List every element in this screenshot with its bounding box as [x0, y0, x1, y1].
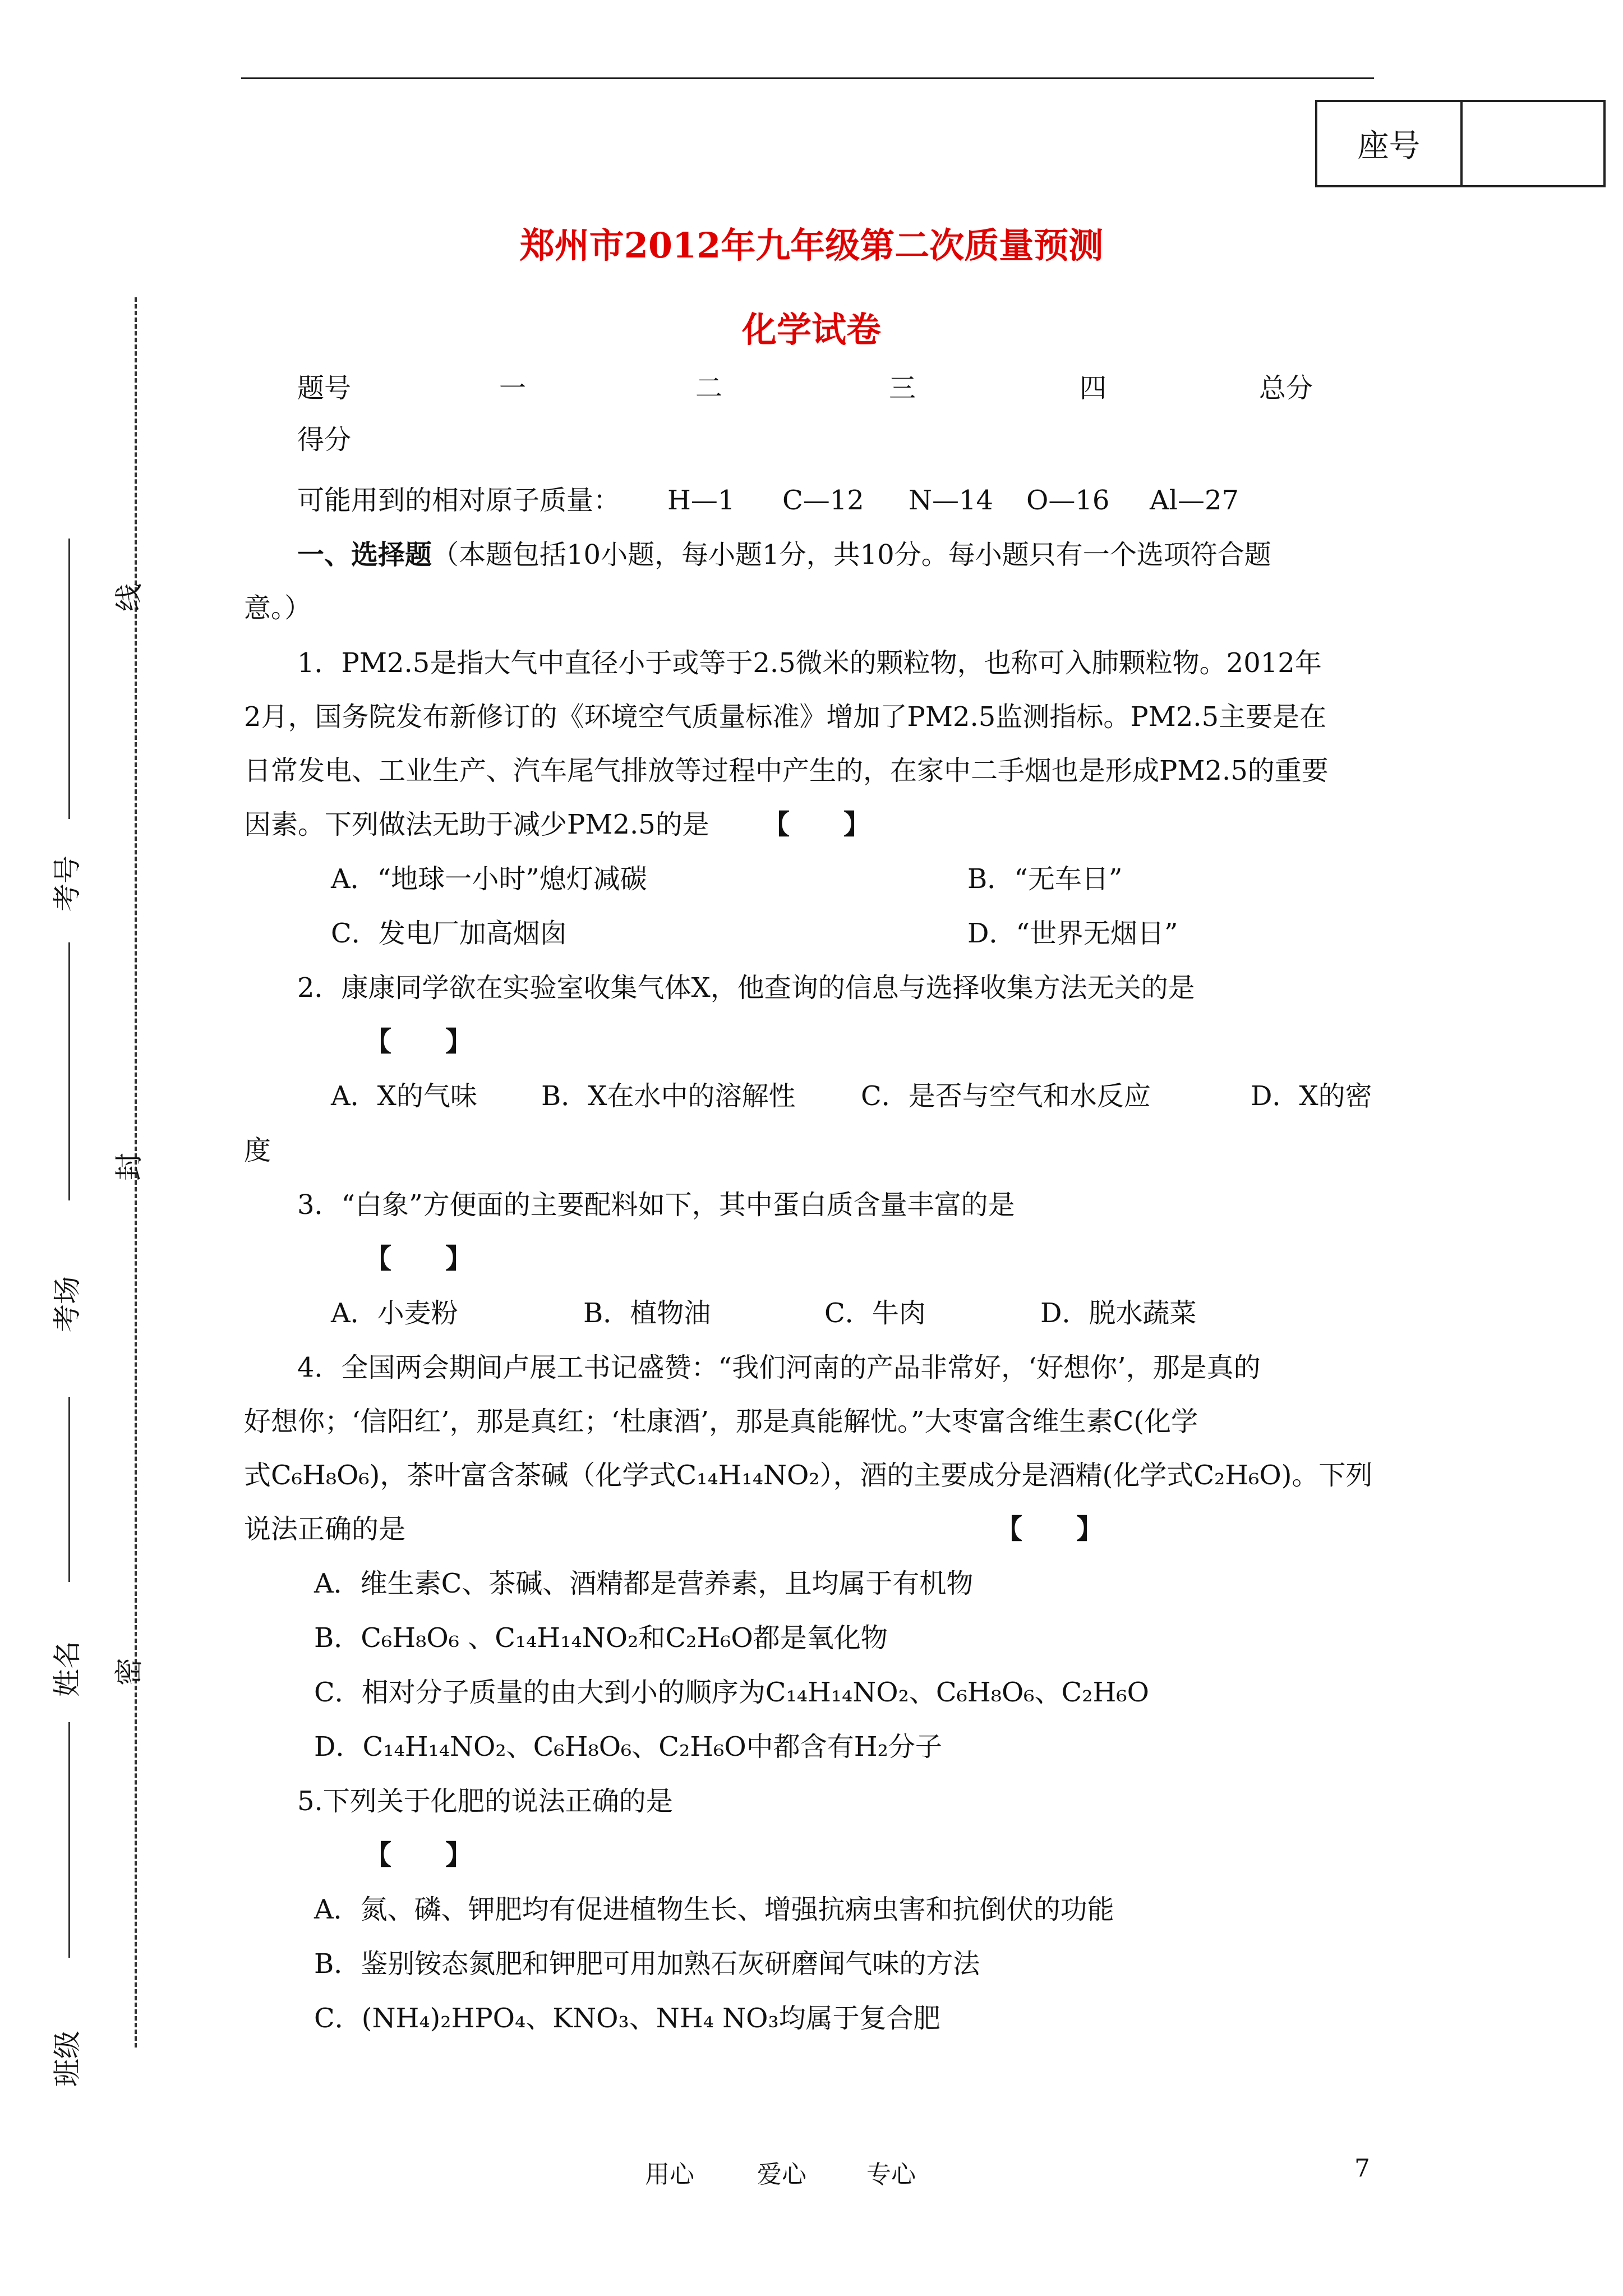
- header-rule: [241, 77, 1374, 79]
- field-underline: [68, 1722, 70, 1958]
- footer-motto: 用心: [645, 2160, 694, 2189]
- question-text: 2．康康同学欲在实验室收集气体X，他查询的信息与选择收集方法无关的是: [297, 972, 1195, 1004]
- section-title: 一、选择题: [297, 539, 432, 570]
- answer-bracket: 【 】: [365, 1839, 473, 1871]
- option-a: A．小麦粉: [331, 1297, 458, 1329]
- section-heading: [297, 541, 1271, 568]
- question-text: 2月，国务院发布新修订的《环境空气质量标准》增加了PM2.5监测指标。PM2.5主要是在: [244, 701, 1327, 733]
- field-class: 班级: [51, 2031, 84, 2087]
- atomic-mass-item: Al—27: [1150, 485, 1239, 516]
- option-a: A．“地球一小时”熄灯减碳: [331, 863, 647, 895]
- score-table-col: 一: [499, 372, 527, 404]
- question-text: 5.下列关于化肥的说法正确的是: [297, 1786, 673, 1817]
- exam-title: 郑州市2012年九年级第二次质量预测: [519, 225, 1104, 266]
- answer-bracket: 【 】: [365, 1243, 473, 1274]
- option-b: B．“无车日”: [967, 863, 1123, 895]
- option-a: A．氮、磷、钾肥均有促进植物生长、增强抗病虫害和抗倒伏的功能: [314, 1894, 1114, 1925]
- option-b: B．鉴别铵态氮肥和钾肥可用加熟石灰研磨闻气味的方法: [314, 1948, 980, 1980]
- question-text: 好想你；‘信阳红’，那是真红；‘杜康酒’，那是真能解忧。”大枣富含维生素C(化学: [244, 1406, 1198, 1437]
- option-b: B．X在水中的溶解性: [541, 1080, 796, 1112]
- option-c: C．相对分子质量的由大到小的顺序为C₁₄H₁₄NO₂、C₆H₈O₆、C₂H₆O: [314, 1677, 1149, 1708]
- seat-number-box: [1315, 100, 1606, 187]
- field-exam-room: 考场: [51, 1276, 84, 1332]
- option-c: C．是否与空气和水反应: [861, 1080, 1151, 1112]
- score-table-score-label: 得分: [297, 424, 352, 455]
- question-text: 式C₆H₈O₆)，茶叶富含茶碱（化学式C₁₄H₁₄NO₂），酒的主要成分是酒精(化学式C₂H₆O)。下列: [244, 1460, 1373, 1491]
- question-text: 因素。下列做法无助于减少PM2.5的是: [244, 809, 709, 840]
- atomic-mass-item: H—1: [667, 485, 735, 516]
- option-c: C．牛肉: [824, 1297, 926, 1329]
- score-table-col: 四: [1080, 372, 1107, 404]
- option-b: B．植物油: [583, 1297, 711, 1329]
- answer-bracket: 【 】: [365, 1026, 473, 1057]
- seat-number-label: 座号: [1317, 102, 1463, 185]
- question-text: 3．“白象”方便面的主要配料如下，其中蛋白质含量丰富的是: [297, 1189, 1015, 1221]
- answer-bracket: 【 】: [995, 1513, 1104, 1545]
- score-table-col: 二: [695, 372, 723, 404]
- option-a: A．维生素C、茶碱、酒精都是营养素，且均属于有机物: [314, 1568, 974, 1599]
- field-exam-number: 考号: [51, 855, 84, 912]
- option-d: D．脱水蔬菜: [1040, 1297, 1197, 1329]
- field-underline: [68, 539, 70, 819]
- option-d: D．X的密: [1251, 1080, 1372, 1112]
- question-text: 4．全国两会期间卢展工书记盛赞：“我们河南的产品非常好，‘好想你’，那是真的: [297, 1352, 1261, 1383]
- option-d: D．C₁₄H₁₄NO₂、C₆H₈O₆、C₂H₆O中都含有H₂分子: [314, 1731, 942, 1763]
- question-text: 说法正确的是: [244, 1513, 406, 1545]
- option-a: A．X的气味: [331, 1080, 477, 1112]
- question-text: 1．PM2.5是指大气中直径小于或等于2.5微米的颗粒物，也称可入肺颗粒物。2012年: [297, 647, 1322, 679]
- option-d-wrap: 度: [244, 1135, 271, 1166]
- atomic-mass-item: N—14: [909, 485, 994, 516]
- exam-subtitle: 化学试卷: [741, 309, 881, 350]
- seal-char: 线: [113, 583, 145, 611]
- score-table-header-label: 题号: [297, 372, 352, 404]
- atomic-masses-label: 可能用到的相对原子质量：: [297, 485, 621, 516]
- answer-bracket: 【 】: [763, 809, 871, 840]
- footer-motto: 爱心: [757, 2160, 806, 2189]
- seal-char: 封: [113, 1153, 145, 1181]
- seal-char: 密: [113, 1658, 145, 1686]
- section-description-cont: 意。）: [244, 592, 312, 624]
- option-b: B．C₆H₈O₆ 、C₁₄H₁₄NO₂和C₂H₆O都是氧化物: [314, 1622, 888, 1654]
- section-description: （本题包括10小题，每小题1分，共10分。每小题只有一个选项符合题: [432, 539, 1271, 570]
- field-name: 姓名: [51, 1641, 84, 1697]
- seat-number-blank: [1463, 102, 1603, 185]
- option-c: C．(NH₄)₂HPO₄、KNO₃、NH₄ NO₃均属于复合肥: [314, 2003, 940, 2034]
- atomic-mass-item: O—16: [1026, 485, 1110, 516]
- field-underline: [68, 1397, 70, 1582]
- atomic-mass-item: C—12: [782, 485, 864, 516]
- option-c: C．发电厂加高烟囱: [331, 918, 567, 949]
- footer-motto: 专心: [866, 2160, 916, 2189]
- question-text: 日常发电、工业生产、汽车尾气排放等过程中产生的，在家中二手烟也是形成PM2.5的重要: [244, 755, 1329, 786]
- page-number: 7: [1354, 2154, 1370, 2183]
- score-table-col: 三: [889, 372, 916, 404]
- field-underline: [68, 942, 70, 1200]
- score-table-col: 总分: [1259, 372, 1313, 404]
- option-d: D．“世界无烟日”: [967, 918, 1178, 949]
